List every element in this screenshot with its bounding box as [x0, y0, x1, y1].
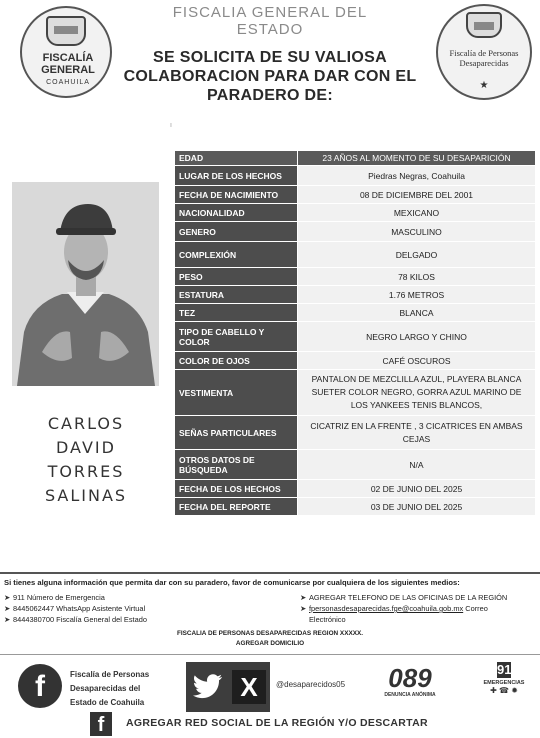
seal-subtitle: COAHUILA [46, 79, 90, 86]
name-line: CARLOS [47, 414, 125, 433]
divider [0, 654, 540, 655]
field-label: LUGAR DE LOS HECHOS [175, 166, 298, 186]
digit-box: 911 [497, 662, 518, 677]
field-value: MEXICANO [298, 204, 536, 222]
arrow-icon: ➤ [4, 604, 11, 613]
emergencias-logo[interactable] [478, 662, 530, 706]
table-row [175, 498, 536, 516]
field-value: CAFÉ OSCUROS [298, 352, 536, 370]
fiscalia-desaparecidas-seal [436, 4, 532, 100]
email-label: Correo [465, 604, 488, 613]
fiscalia-general-seal [20, 6, 112, 98]
field-label: PESO [175, 268, 298, 286]
table-row [175, 186, 536, 204]
coat-of-arms-icon [46, 16, 86, 46]
table-row [175, 166, 536, 186]
table-row [175, 304, 536, 322]
field-value: 1.76 METROS [298, 286, 536, 304]
email-link[interactable]: fpersonasdesaparecidas.fge@coahuila.gob.mx [309, 604, 464, 613]
table-row [175, 204, 536, 222]
list-item [4, 615, 147, 626]
arrow-icon: ➤ [300, 593, 307, 602]
field-label: EDAD [175, 151, 298, 166]
field-label: TEZ [175, 304, 298, 322]
list-item [300, 604, 507, 615]
person-silhouette-icon [12, 182, 159, 386]
address-line: AGREGAR DOMICILIO [235, 640, 305, 647]
field-value: 03 DE JUNIO DEL 2025 [298, 498, 536, 516]
request-heading: SE SOLICITA DE SU VALIOSA COLABORACION PARA DAR CON EL PARADERO DE: [123, 49, 417, 104]
field-value: N/A [298, 450, 536, 480]
emergency-label: EMERGENCIAS [483, 680, 525, 686]
field-label: FECHA DE LOS HECHOS [175, 480, 298, 498]
region-line: FISCALIA DE PERSONAS DESAPARECIDAS REGION XXXXX. [176, 630, 364, 637]
stray-mark: ı [170, 122, 172, 129]
region-phone: AGREGAR TELEFONO DE LAS OFICINAS DE LA REGIÓN [309, 593, 508, 602]
field-value: CICATRIZ EN LA FRENTE , 3 CICATRICES EN AMBAS CEJAS [298, 416, 536, 450]
field-label: COLOR DE OJOS [175, 352, 298, 370]
table-row [175, 242, 536, 268]
facebook-square-icon[interactable]: f [90, 712, 112, 736]
fb-page-line: Fiscalía de Personas [70, 670, 150, 679]
arrow-icon: ➤ [4, 615, 11, 624]
arrow-icon: ➤ [4, 593, 11, 602]
seal-text: Fiscalía de Personas Desaparecidas [449, 48, 519, 68]
field-label: GENERO [175, 222, 298, 242]
field-value: 23 AÑOS AL MOMENTO DE SU DESAPARICIÓN [298, 151, 536, 166]
table-row [175, 352, 536, 370]
fb-page-line: Desaparecidas del [70, 684, 141, 693]
field-value: BLANCA [298, 304, 536, 322]
x-logo-icon[interactable]: X [232, 670, 266, 704]
field-label: VESTIMENTA [175, 370, 298, 416]
field-value: 02 DE JUNIO DEL 2025 [298, 480, 536, 498]
list-item [4, 593, 147, 604]
details-table [174, 150, 536, 516]
table-row [175, 322, 536, 352]
field-value: NEGRO LARGO Y CHINO [298, 322, 536, 352]
arrow-icon: ➤ [300, 604, 307, 613]
phone-fiscalia[interactable]: 8444380700 Fiscalía General del Estado [13, 615, 147, 624]
table-row [175, 480, 536, 498]
contact-list-right [300, 593, 507, 626]
field-label: NACIONALIDAD [175, 204, 298, 222]
field-label: ESTATURA [175, 286, 298, 304]
contact-list-left [4, 593, 147, 626]
phone-911[interactable]: 911 Número de Emergencia [13, 593, 105, 602]
field-value: 08 DE DICIEMBRE DEL 2001 [298, 186, 536, 204]
list-item: Electrónico [309, 615, 346, 624]
table-row [175, 286, 536, 304]
field-value: DELGADO [298, 242, 536, 268]
name-line: SALINAS [44, 486, 128, 505]
twitter-bird-icon[interactable] [192, 673, 224, 701]
phone-whatsapp[interactable]: 8445062447 WhatsApp Asistente Virtual [13, 604, 146, 613]
contact-heading: Si tienes alguna información que permita dar con su paradero, favor de comunicarse por cualquiera de los siguientes medios: [4, 578, 460, 587]
name-line: DAVID [56, 438, 116, 457]
field-label: TIPO DE CABELLO Y COLOR [175, 322, 298, 352]
fb-page-line: Estado de Coahuila [70, 698, 145, 707]
field-label: FECHA DEL REPORTE [175, 498, 298, 516]
field-value: MASCULINO [298, 222, 536, 242]
twitter-handle[interactable]: @desaparecidos05 [276, 680, 346, 689]
field-label: OTROS DATOS DE BÚSQUEDA [175, 450, 298, 480]
coat-of-arms-icon [466, 12, 502, 38]
facebook-icon[interactable]: f [18, 664, 62, 708]
table-row [175, 151, 536, 166]
missing-person-photo [12, 182, 159, 386]
emergency-icons: ✚ ☎ ✹ [490, 686, 518, 695]
person-name [20, 412, 152, 508]
field-value: Piedras Negras, Coahuila [298, 166, 536, 186]
regional-social-note: AGREGAR RED SOCIAL DE LA REGIÓN Y/O DESCARTAR [126, 717, 428, 729]
table-row [175, 450, 536, 480]
denuncia-anonima-logo[interactable] [384, 664, 436, 704]
field-label: COMPLEXIÓN [175, 242, 298, 268]
anon-label: DENUNCIA ANÓNIMA [384, 692, 436, 698]
field-label: FECHA DE NACIMIENTO [175, 186, 298, 204]
table-row [175, 222, 536, 242]
name-line: TORRES [47, 462, 125, 481]
field-value: 78 KILOS [298, 268, 536, 286]
table-row [175, 416, 536, 450]
field-value: PANTALON DE MEZCLILLA AZUL, PLAYERA BLANCA SUETER COLOR NEGRO, GORRA AZUL MARINO DE LOS YANKEES TENIS BLANCOS, [298, 370, 536, 416]
divider [0, 572, 540, 574]
seal-title: FISCALÍA GENERAL [41, 52, 95, 76]
anon-number: 089 [388, 663, 432, 693]
list-item [300, 593, 507, 604]
social-badges [186, 662, 270, 712]
emergency-number [478, 662, 530, 678]
table-row [175, 370, 536, 416]
star-icon: ★ [479, 80, 489, 91]
table-row [175, 268, 536, 286]
field-label: SEÑAS PARTICULARES [175, 416, 298, 450]
institution-title: FISCALIA GENERAL DEL ESTADO [172, 4, 368, 38]
facebook-page-name[interactable] [70, 668, 149, 710]
list-item [4, 604, 147, 615]
